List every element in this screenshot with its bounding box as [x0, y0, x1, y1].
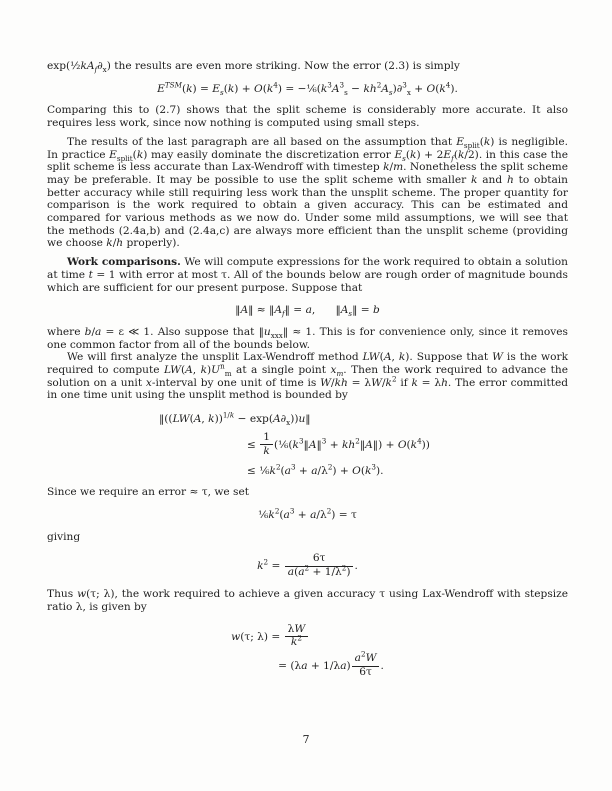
equation-error-equals-tau [47, 506, 568, 522]
equation-error-equals-tau-text: $\frac{1}{6}k^2(a^3 + a/\lambda^2) = \tau$ [258, 506, 357, 521]
paragraph-work-comparisons [47, 256, 568, 294]
equation-work-line2 [231, 649, 384, 679]
paragraph-giving: giving [47, 530, 81, 543]
paragraph-comparing: Comparing this to (2.7) shows that the split scheme is considerably more accurate. It also requires less work, since now nothing is computed using small steps. [47, 104, 568, 130]
lambda-w-over-k2-fraction: $\frac{\lambda W}{k^2}$ [285, 624, 309, 650]
equation-work-lhs: w(τ; λ) = [231, 630, 284, 643]
equation-norms [47, 304, 568, 317]
paragraph-results: The results of the last paragraph are all based on the assumption that $E_{split}(k)$ is negligible. In practice $E_{split}(k)$ may easily dominate the discretization error $E_s(k) + 2E_f(k/2)$. in this case the split scheme is less accurate than Lax-Wendroff with timestep k/m. Nonetheless the split scheme may be preferable. It may be possible to use the split scheme with smaller k and h to obtain better accuracy while still requiring less work than the unsplit scheme. The proper quantity for comparison is the work required to obtain a given accuracy. This can be estimated and compared for various methods as we now do. Under some mild assumptions, we will see that the methods (2.4a,b) and (2.4a,c) are always more efficient than the unsplit scheme (providing we choose k/h properly). [47, 135, 569, 250]
equation-work [47, 624, 568, 679]
equation-k-squared-lhs: $k^2$ = [257, 557, 284, 573]
equation-error-bound-line1: ‖((LW(A, $k))^{1/k} - \exp(A\partial_x))u‖$ [159, 410, 311, 428]
equation-work-line2-pre: = (λa + 1/λa) [278, 660, 351, 673]
leq-sign: ≤ [247, 438, 260, 451]
equation-tsm-error [47, 80, 568, 97]
k-squared-fraction: $\frac{6\tau}{a(a^2 + 1/\lambda^2)}$ [285, 553, 354, 579]
paragraph-thus: Thus w(τ; λ), the work required to achieve a given accuracy τ using Lax-Wendroff with stepsize ratio λ, is given by [47, 588, 568, 613]
page-number: 7 [302, 733, 310, 746]
equation-k-squared [47, 553, 568, 579]
equation-work-line2-suffix: . [380, 660, 384, 673]
equation-norms-text: ‖A‖ ≈ $‖A_f‖ = a$, $‖A_s‖ = b$ [235, 304, 380, 319]
equation-error-bound-line2 [47, 432, 568, 458]
paragraph-where: where b/a = ε ≪ 1. Also suppose that $‖u_{xxx}‖ \approx 1$. This is for convenience only, since it removes one common factor from all of the bounds below. [47, 325, 568, 351]
paragraph-since: Since we require an error ≈ τ, we set [47, 486, 249, 499]
equation-k-squared-suffix: . [354, 560, 358, 573]
paragraph-intro: $\exp(\frac{1}{2}kA_f\partial_x)$ the results are even more striking. Now the error (2.3) is simply [47, 60, 460, 75]
paragraph-analyze: We will first analyze the unsplit Lax-Wendroff method LW(A, k). Suppose that W is the work required to compute LW(A, $k)U^n_m$ at a single point $x_m$. Then the work required to advance the solution on a unit x-interval by one unit of time is $W/kh = \lambda W/k^2$ if k = λh. The error committed in one time unit using the unsplit method is bounded by [47, 351, 569, 402]
a2w-over-6tau-fraction: $\frac{a^2W}{6\tau}$ [352, 653, 380, 679]
one-over-k-fraction: $\frac{1}{k}$ [260, 432, 273, 458]
equation-work-line1 [231, 624, 384, 650]
work-comparisons-heading: Work comparisons. [67, 256, 181, 269]
equation-tsm-error-text: $E^{TSM}(k) = E_s(k) + O(k^4)$ = $-\frac{1}{6}(k^3A^3_s - kh^2A_s)\partial^3_x + O(k^4)$. [157, 80, 458, 97]
equation-error-bound-line3: ≤ $\frac{1}{6}k^2(a^3 + a/\lambda^2) + O(k^3)$. [247, 462, 384, 477]
equation-error-bound [47, 410, 568, 477]
text-column [47, 60, 568, 679]
paragraph-work-text: We will compute expressions for the work required to obtain a solution at time t = 1 with error at most τ. All of the bounds below are rough order of magnitude bounds which are sufficient for our present purpose. Suppose that [47, 256, 569, 294]
equation-error-bound-line2-rest: ($\frac{1}{6}(k^3‖A‖^3$ + $kh^2‖A‖) + O(k^4)$) [274, 436, 430, 451]
